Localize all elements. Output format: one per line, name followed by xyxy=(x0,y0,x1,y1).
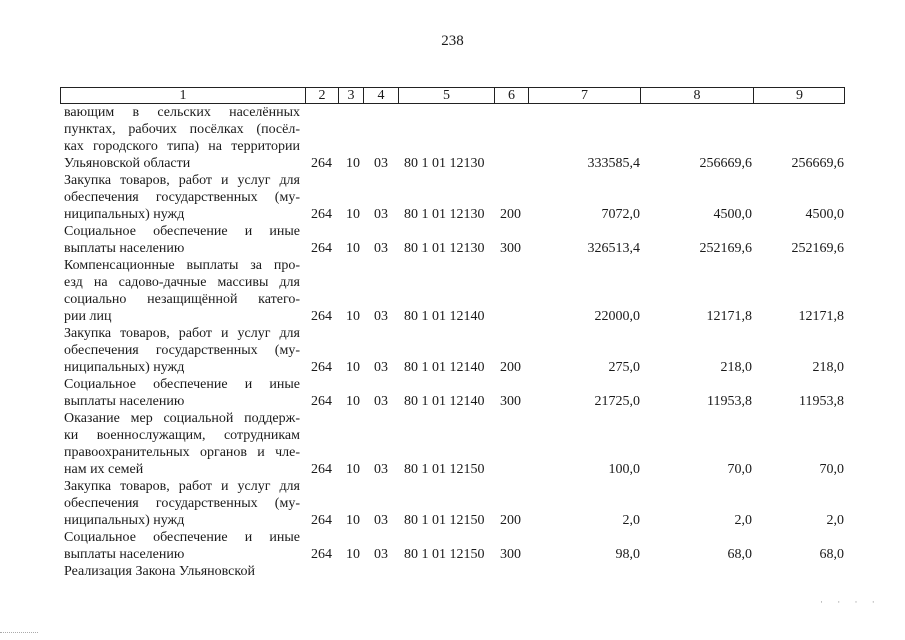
description-line: Ульяновской области xyxy=(64,156,191,171)
cell-col-5: 80 1 01 12150 xyxy=(404,513,485,528)
cell-col-3: 10 xyxy=(346,513,360,528)
description-line: пунктах, рабочих посёлках (посёл- xyxy=(64,122,300,137)
cell-col-5: 80 1 01 12150 xyxy=(404,462,485,477)
description-line: Социальное обеспечение и иные xyxy=(64,377,300,392)
header-col-6: 6 xyxy=(494,88,528,103)
cell-col-2: 264 xyxy=(311,394,332,409)
cell-col-6: 200 xyxy=(500,360,521,375)
description-line: выплаты населению xyxy=(64,547,185,562)
cell-col-4: 03 xyxy=(374,547,388,562)
table-row xyxy=(0,563,905,580)
cell-col-2: 264 xyxy=(311,513,332,528)
description-line: Закупка товаров, работ и услуг для xyxy=(64,479,300,494)
description-line: обеспечения государственных (му- xyxy=(64,496,300,511)
cell-col-9: 2,0 xyxy=(826,513,844,528)
cell-col-2: 264 xyxy=(311,462,332,477)
cell-col-2: 264 xyxy=(311,241,332,256)
table-row xyxy=(0,325,905,376)
row-description xyxy=(64,257,300,325)
cell-col-7: 22000,0 xyxy=(594,309,640,324)
table-row xyxy=(0,529,905,563)
cell-col-3: 10 xyxy=(346,207,360,222)
cell-col-8: 256669,6 xyxy=(699,156,752,171)
row-description xyxy=(64,410,300,478)
row-description xyxy=(64,172,300,223)
row-description xyxy=(64,529,300,563)
cell-col-7: 326513,4 xyxy=(587,241,640,256)
scan-artifact: · · · · xyxy=(820,597,881,607)
cell-col-7: 2,0 xyxy=(622,513,640,528)
cell-col-9: 218,0 xyxy=(812,360,844,375)
description-line: Социальное обеспечение и иные xyxy=(64,224,300,239)
cell-col-8: 70,0 xyxy=(727,462,752,477)
cell-col-8: 12171,8 xyxy=(706,309,752,324)
header-col-4: 4 xyxy=(363,88,398,103)
cell-col-3: 10 xyxy=(346,241,360,256)
cell-col-4: 03 xyxy=(374,513,388,528)
row-description xyxy=(64,376,300,410)
cell-col-6: 200 xyxy=(500,207,521,222)
cell-col-2: 264 xyxy=(311,207,332,222)
cell-col-7: 100,0 xyxy=(608,462,640,477)
cell-col-3: 10 xyxy=(346,462,360,477)
cell-col-2: 264 xyxy=(311,156,332,171)
cell-col-9: 256669,6 xyxy=(791,156,844,171)
table-row xyxy=(0,376,905,410)
cell-col-3: 10 xyxy=(346,394,360,409)
cell-col-5: 80 1 01 12130 xyxy=(404,207,485,222)
description-line: обеспечения государственных (му- xyxy=(64,343,300,358)
scan-edge-mark xyxy=(0,632,38,636)
cell-col-4: 03 xyxy=(374,207,388,222)
description-line: нам их семей xyxy=(64,462,144,477)
cell-col-5: 80 1 01 12130 xyxy=(404,156,485,171)
description-line: выплаты населению xyxy=(64,241,185,256)
header-col-7: 7 xyxy=(528,88,640,103)
cell-col-3: 10 xyxy=(346,309,360,324)
cell-col-2: 264 xyxy=(311,309,332,324)
table-row xyxy=(0,410,905,478)
cell-col-6: 300 xyxy=(500,241,521,256)
cell-col-4: 03 xyxy=(374,309,388,324)
description-line: социально незащищённой катего- xyxy=(64,292,300,307)
cell-col-4: 03 xyxy=(374,156,388,171)
cell-col-3: 10 xyxy=(346,360,360,375)
cell-col-9: 252169,6 xyxy=(791,241,844,256)
row-description xyxy=(64,325,300,376)
table-row xyxy=(0,104,905,172)
cell-col-8: 11953,8 xyxy=(707,394,752,409)
cell-col-9: 68,0 xyxy=(819,547,844,562)
table-row xyxy=(0,478,905,529)
table-row xyxy=(0,223,905,257)
cell-col-5: 80 1 01 12130 xyxy=(404,241,485,256)
cell-col-9: 70,0 xyxy=(819,462,844,477)
header-col-1: 1 xyxy=(179,88,187,103)
cell-col-2: 264 xyxy=(311,360,332,375)
cell-col-5: 80 1 01 12140 xyxy=(404,360,485,375)
cell-col-9: 4500,0 xyxy=(805,207,844,222)
description-line: правоохранительных органов и чле- xyxy=(64,445,300,460)
cell-col-8: 2,0 xyxy=(734,513,752,528)
cell-col-4: 03 xyxy=(374,394,388,409)
cell-col-6: 300 xyxy=(500,394,521,409)
cell-col-4: 03 xyxy=(374,360,388,375)
header-col-5: 5 xyxy=(398,88,494,103)
description-line: езд на садово-дачные массивы для xyxy=(64,275,300,290)
table-header-row xyxy=(60,87,845,104)
header-col-3: 3 xyxy=(338,88,363,103)
cell-col-7: 275,0 xyxy=(608,360,640,375)
description-line: ниципальных) нужд xyxy=(64,513,185,528)
description-line: обеспечения государственных (му- xyxy=(64,190,300,205)
page-number: 238 xyxy=(441,33,464,49)
row-description xyxy=(64,478,300,529)
description-line: Реализация Закона Ульяновской xyxy=(64,564,255,579)
cell-col-7: 21725,0 xyxy=(594,394,640,409)
cell-col-7: 98,0 xyxy=(615,547,640,562)
description-line: Оказание мер социальной поддерж- xyxy=(64,411,300,426)
header-col-9: 9 xyxy=(753,88,845,103)
description-line: ках городского типа) на территории xyxy=(64,139,300,154)
header-col-2: 2 xyxy=(305,88,338,103)
description-line: вающим в сельских населённых xyxy=(64,105,300,120)
table-row xyxy=(0,257,905,325)
row-description xyxy=(64,563,300,580)
cell-col-8: 252169,6 xyxy=(699,241,752,256)
cell-col-9: 11953,8 xyxy=(799,394,844,409)
row-description xyxy=(64,223,300,257)
cell-col-2: 264 xyxy=(311,547,332,562)
description-line: ниципальных) нужд xyxy=(64,207,185,222)
description-line: выплаты населению xyxy=(64,394,185,409)
description-line: Закупка товаров, работ и услуг для xyxy=(64,326,300,341)
cell-col-4: 03 xyxy=(374,241,388,256)
cell-col-8: 68,0 xyxy=(727,547,752,562)
cell-col-6: 300 xyxy=(500,547,521,562)
description-line: Социальное обеспечение и иные xyxy=(64,530,300,545)
description-line: рии лиц xyxy=(64,309,112,324)
cell-col-9: 12171,8 xyxy=(798,309,844,324)
cell-col-5: 80 1 01 12140 xyxy=(404,309,485,324)
cell-col-8: 218,0 xyxy=(720,360,752,375)
description-line: ки военнослужащим, сотрудникам xyxy=(64,428,300,443)
cell-col-3: 10 xyxy=(346,156,360,171)
cell-col-5: 80 1 01 12140 xyxy=(404,394,485,409)
cell-col-8: 4500,0 xyxy=(713,207,752,222)
cell-col-3: 10 xyxy=(346,547,360,562)
table-row xyxy=(0,172,905,223)
cell-col-5: 80 1 01 12150 xyxy=(404,547,485,562)
cell-col-4: 03 xyxy=(374,462,388,477)
cell-col-7: 7072,0 xyxy=(601,207,640,222)
header-col-8: 8 xyxy=(640,88,753,103)
cell-col-6: 200 xyxy=(500,513,521,528)
description-line: Компенсационные выплаты за про- xyxy=(64,258,300,273)
description-line: ниципальных) нужд xyxy=(64,360,185,375)
cell-col-7: 333585,4 xyxy=(587,156,640,171)
row-description xyxy=(64,104,300,172)
description-line: Закупка товаров, работ и услуг для xyxy=(64,173,300,188)
